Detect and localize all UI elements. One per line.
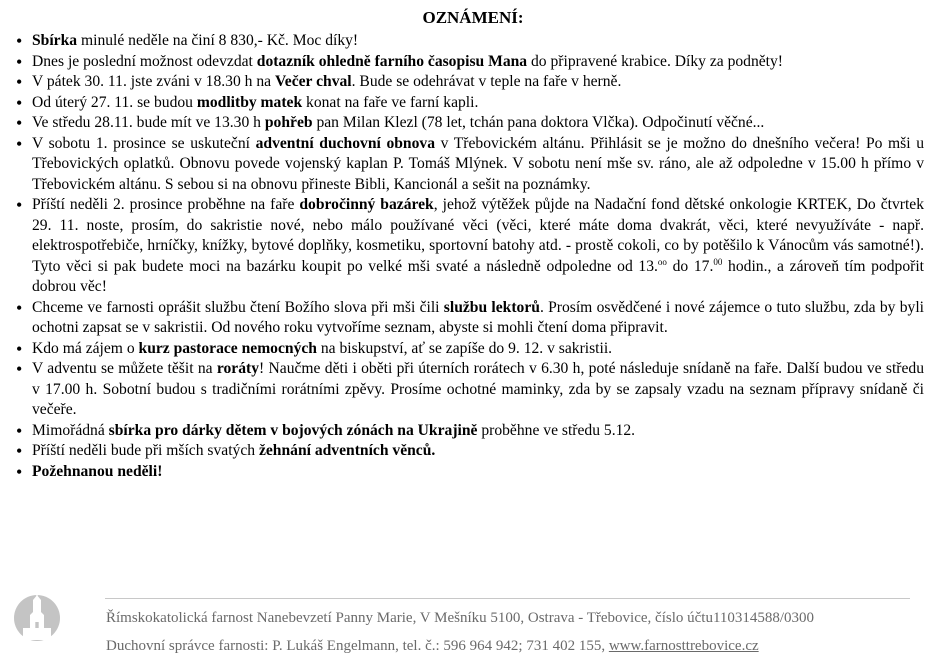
announcement-list	[14, 31, 924, 482]
footer-contact	[106, 638, 759, 655]
list-item: • Sbírka minulé neděle na činí 8 830,- Kč. Moc díky!	[14, 31, 924, 52]
footer-divider	[105, 598, 910, 599]
website-link[interactable]: www.farnosttrebovice.cz	[608, 638, 759, 654]
list-item: • Požehnanou neděli!	[14, 462, 924, 483]
list-item: • Příští neděli 2. prosince proběhne na faře dobročinný bazárek, jehož výtěžek půjde na Nadační fond dětské onkologie KRTEK, Do čtvrtek 29. 11. noste, prosím, do sakristie nové, nebo málo používané věci (věci, které máte doma dvakrát, věci, které nevyužíváte - např. elektrospotřebiče, hrníčky, knížky, bytové doplňky, kosmetiku, sportovní batohy atd. - prostě cokoli, co by potěšilo k Vánocům vás samotné!). Tyto věci si pak budete moci na bazárku koupit po velké mši svaté a následně odpoledne od 13.$^{oo}$ do 17.00 hodin., a zároveň tím podpořit dobrou věc!	[14, 195, 924, 298]
list-item: • Dnes je poslední možnost odevzdat dotazník ohledně farního časopisu Mana do připravené krabice. Díky za podněty!	[14, 52, 924, 73]
list-item: • Od úterý 27. 11. se budou modlitby matek konat na faře ve farní kapli.	[14, 93, 924, 114]
footer-address: Římskokatolická farnost Nanebevzetí Panny Marie, V Mešníku 5100, Ostrava - Třebovice, číslo účtu110314588/0300	[106, 610, 815, 626]
list-item: • V adventu se můžete těšit na roráty! Naučme děti i oběti při úterních rorátech v 6.30 h, poté následuje snídaně na faře. Další budou ve středu v 17.00 h. Sobotní budou s tradičními rorátními zpěvy. Prosíme ochotné maminky, zda by se zapsaly vzadu na seznam přípravy snídaně či večeře.	[14, 359, 924, 421]
page-title: OZNÁMENÍ:	[422, 8, 524, 27]
church-logo-icon	[13, 578, 61, 662]
footer-contact-text: Duchovní správce farnosti: P. Lukáš Engelmann, tel. č.: 596 964 942; 731 402 155,	[106, 638, 609, 654]
list-item: • Chceme ve farnosti oprášit službu čtení Božího slova při mši čili službu lektorů. Prosím osvědčené i nové zájemce o tuto službu, zda by byli ochotni zapsat se v sakristii. Od nového roku vytvoříme seznam, abyste si mohli čtení doma připravit.	[14, 298, 924, 339]
list-item: • Příští neděli bude při mších svatých žehnání adventních věnců.	[14, 441, 924, 462]
list-item: • Mimořádná sbírka pro dárky dětem v bojových zónách na Ukrajině proběhne ve středu 5.12.	[14, 421, 924, 442]
list-item: • Kdo má zájem o kurz pastorace nemocných na biskupství, ať se zapíše do 9. 12. v sakristii.	[14, 339, 924, 360]
list-item: • V pátek 30. 11. jste zváni v 18.30 h na Večer chval. Bude se odehrávat v teple na faře v herně.	[14, 72, 924, 93]
list-item: • V sobotu 1. prosince se uskuteční adventní duchovní obnova v Třebovickém altánu. Přihlásit se je možno do dnešního večera! Po mši u Třebovických oplatků. Obnovu povede vojenský kaplan P. Tomáš Mlýnek. V sobotu není mše sv. ráno, ale až odpoledne v 15.00 h přímo v Třebovickém altánu. S sebou si na obnovu přineste Bibli, Kancionál a sešit na poznámky.	[14, 134, 924, 196]
list-item: • Ve středu 28.11. bude mít ve 13.30 h pohřeb pan Milan Klezl (78 let, tchán pana doktora Vlčka). Odpočinutí věčné...	[14, 113, 924, 134]
